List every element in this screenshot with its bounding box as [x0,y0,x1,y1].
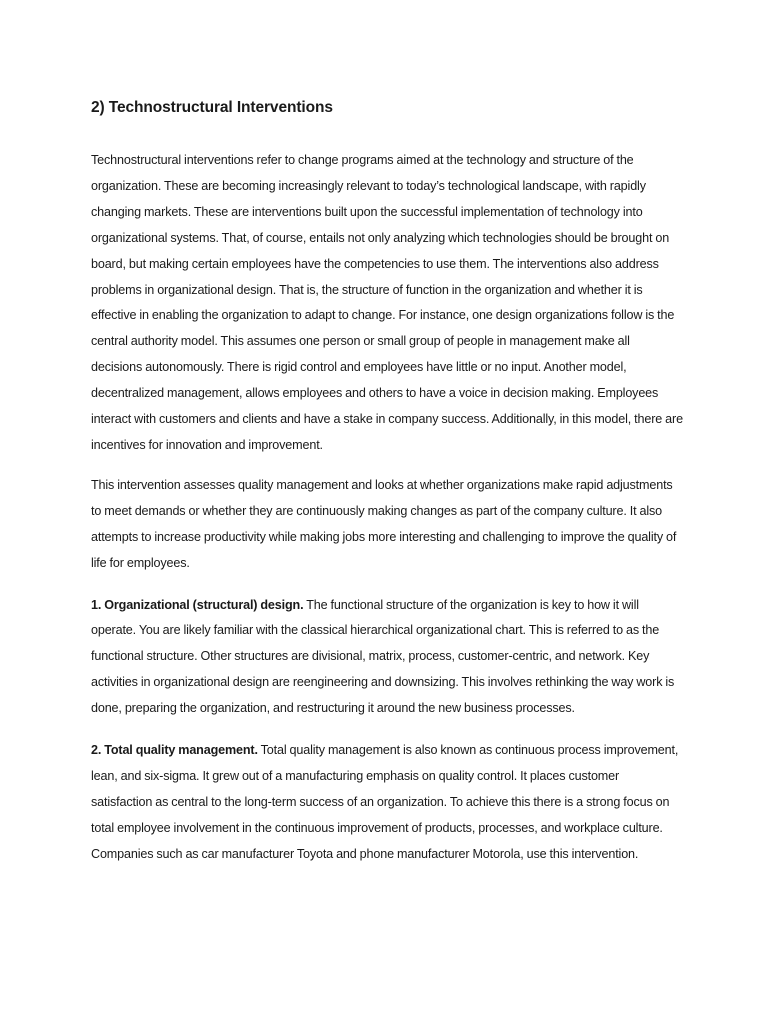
paragraph-text: Total quality management is also known as continuous process improvement, lean, and six-sigma. It grew out of a manufacturing emphasis on quality control. It places customer satisfaction as central to the long-term success of an organization. To achieve this there is a strong focus on total employee involvement in the continuous improvement of products, processes, and workplace culture. Companies such as car manufacturer Toyota and phone manufacturer Motorola, use this intervention. [91,743,679,861]
paragraph-organizational-design [91,593,683,723]
paragraph-text: Technostructural interventions refer to change programs aimed at the technology and structure of the organization. These are becoming increasingly relevant to today’s technological landscape, with rapidly changing markets. These are interventions built upon the successful implementation of technology into organizational systems. That, of course, entails not only analyzing which technologies should be brought on board, but making certain employees have the competencies to use them. The interventions also address problems in organizational design. That is, the structure of function in the organization and whether it is effective in enabling the organization to adapt to change. For instance, one design organizations follow is the central authority model. This assumes one person or small group of people in management make all decisions autonomously. There is rigid control and employees have little or no input. Another model, decentralized management, allows employees and others to have a voice in decision making. Employees interact with customers and clients and have a stake in company success. Additionally, in this model, there are incentives for innovation and improvement. [91,153,683,452]
paragraph-quality-management [91,473,683,577]
paragraph-lead: 1. Organizational (structural) design. [91,597,304,612]
paragraph-text: This intervention assesses quality management and looks at whether organizations make rapid adjustments to meet demands or whether they are continuously making changes as part of the company culture. It also attempts to increase productivity while making jobs more interesting and challenging to improve the quality of life for employees. [91,477,677,570]
paragraph-lead: 2. Total quality management. [91,743,258,758]
document-body [91,96,683,883]
paragraph-intro [91,148,683,459]
paragraph-text: The functional structure of the organization is key to how it will operate. You are likely familiar with the classical hierarchical organizational chart. This is referred to as the functional structure. Other structures are divisional, matrix, process, customer-centric, and network. Key activities in organizational design are reengineering and downsizing. This involves rethinking the way work is done, preparing the organization, and restructuring it around the new business processes. [91,597,675,716]
section-heading: 2) Technostructural Interventions [91,99,333,116]
paragraph-total-quality-management [91,738,683,868]
